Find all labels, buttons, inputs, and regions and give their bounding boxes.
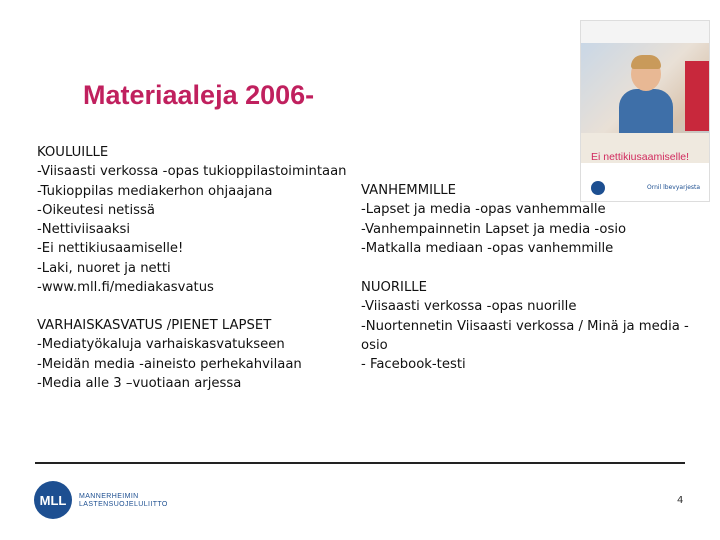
- list-item: -Mediatyökaluja varhaiskasvatukseen: [37, 337, 285, 353]
- schools-list: [37, 143, 347, 297]
- list-item: -Matkalla mediaan -opas vanhemmille: [361, 240, 614, 256]
- list-item: -Tukioppilas mediakerhon ohjaajana: [37, 183, 273, 199]
- list-item: -Oikeutesi netissä: [37, 202, 155, 218]
- list-item: -Nuortennetin Viisaasti verkossa / Minä ja media -: [361, 318, 689, 334]
- list-item: -Viisaasti verkossa -opas tukioppilastoimintaan: [37, 164, 347, 180]
- list-item: osio: [361, 337, 388, 353]
- list-item: -Viisaasti verkossa -opas nuorille: [361, 299, 577, 315]
- page-number: 4: [677, 495, 684, 506]
- youth-list: [361, 278, 689, 374]
- list-item: -Lapset ja media -opas vanhemmalle: [361, 202, 606, 218]
- logo-text: MLL: [39, 493, 67, 508]
- org-name-line-1: MANNERHEIMIN: [79, 493, 139, 500]
- list-item: -Ei nettikiusaamiselle!: [37, 241, 184, 257]
- early-childhood-list: [37, 316, 302, 393]
- list-item: -Nettiviisaaksi: [37, 222, 131, 238]
- parents-heading: VANHEMMILLE: [361, 183, 456, 198]
- org-name-line-2: LASTENSUOJELULIITTO: [79, 501, 168, 508]
- early-childhood-heading: VARHAISKASVATUS /PIENET LAPSET: [37, 318, 272, 333]
- slide-title: Materiaaleja 2006-: [83, 80, 315, 110]
- mll-logo-icon: [30, 480, 76, 520]
- booklet-cover-image: [580, 20, 710, 202]
- organization-name: [79, 493, 168, 509]
- footer-divider: [35, 462, 685, 464]
- list-item: -www.mll.fi/mediakasvatus: [37, 280, 214, 296]
- schools-heading: KOULUILLE: [37, 145, 109, 160]
- cover-mll-badge-icon: [591, 181, 605, 195]
- list-item: -Media alle 3 –vuotiaan arjessa: [37, 375, 242, 391]
- cover-title: Ei nettikiusaamiselle!: [591, 151, 690, 163]
- cover-photo-child-hair: [631, 55, 661, 69]
- list-item: - Facebook-testi: [361, 357, 466, 373]
- cover-photo-person: [685, 61, 709, 131]
- list-item: -Laki, nuoret ja netti: [37, 260, 171, 276]
- youth-heading: NUORILLE: [361, 280, 427, 295]
- cover-top-strip: [581, 21, 709, 43]
- list-item: -Vanhempainnetin Lapset ja media -osio: [361, 221, 627, 237]
- cover-subtitle: Ornil lbevyarjesta: [647, 184, 701, 191]
- list-item: -Meidän media -aineisto perhekahvilaan: [37, 356, 302, 372]
